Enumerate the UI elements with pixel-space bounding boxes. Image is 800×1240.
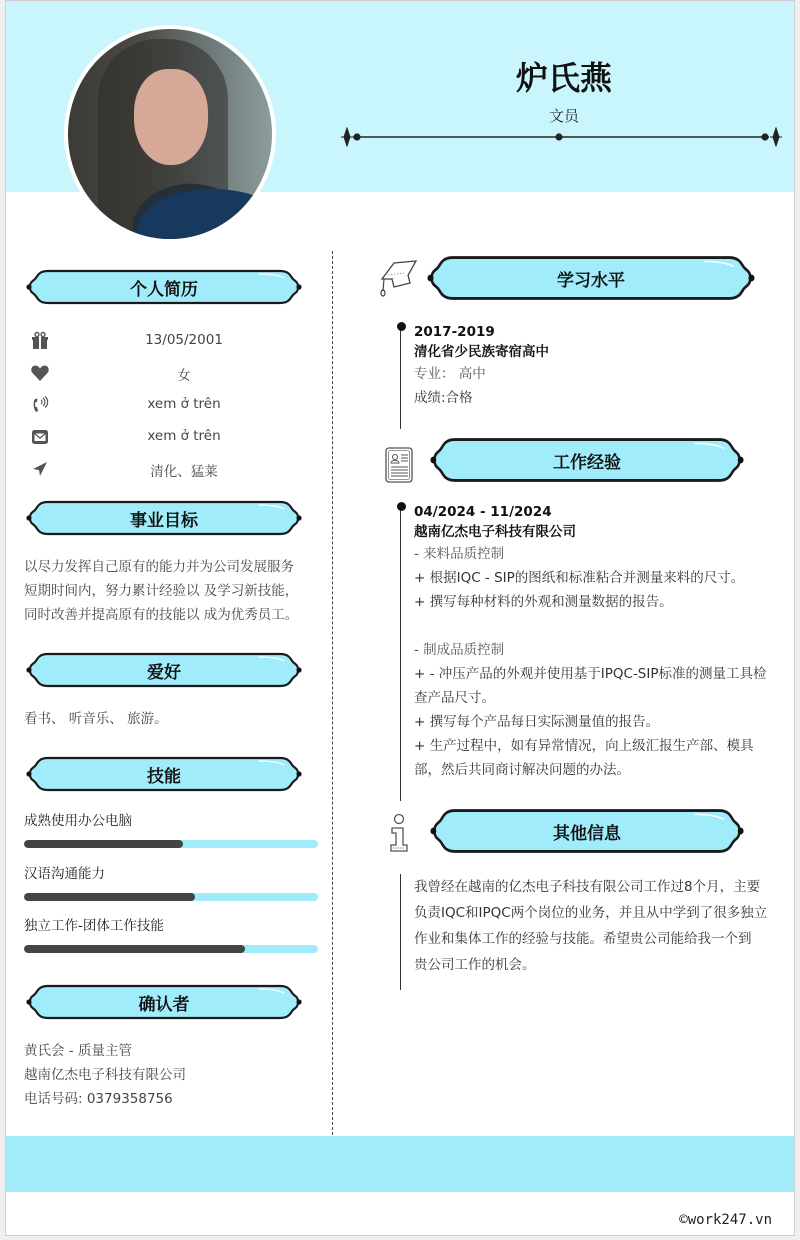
info-row-phone xyxy=(24,393,324,417)
section-banner-experience xyxy=(430,437,744,483)
heart-icon xyxy=(30,363,50,383)
location-arrow-icon xyxy=(30,459,50,479)
section-banner-education xyxy=(427,255,755,301)
phone-icon xyxy=(30,395,50,415)
reference-text: 黄氏会 - 质量主管 越南亿杰电子科技有限公司 电话号码: 0379358756 xyxy=(24,1043,186,1107)
info-row-address xyxy=(24,457,324,481)
section-title: 技能 xyxy=(147,766,181,787)
section-title: 学习水平 xyxy=(557,270,625,291)
graduation-cap-icon xyxy=(378,257,420,299)
section-title: 事业目标 xyxy=(130,510,198,531)
experience-period: 04/2024 - 11/2024 xyxy=(414,504,552,520)
resume-page xyxy=(5,0,795,1236)
section-title: 确认者 xyxy=(138,994,190,1015)
section-banner-other xyxy=(430,808,744,854)
hobbies-text: 看书、 听音乐、 旅游。 xyxy=(24,711,168,727)
section-title: 个人简历 xyxy=(130,279,198,300)
education-period: 2017-2019 xyxy=(414,324,495,340)
gender-value: 女 xyxy=(177,368,191,384)
copyright-text[interactable]: ©work247.vn xyxy=(679,1212,772,1228)
info-row-gender xyxy=(24,361,324,385)
timeline-dot xyxy=(397,322,406,331)
info-row-email xyxy=(24,425,324,449)
section-banner-reference xyxy=(26,984,302,1020)
skill-bar xyxy=(24,945,318,953)
ornament-divider xyxy=(339,127,784,147)
education-school: 清化省少民族寄宿高中 xyxy=(414,344,549,360)
profile-photo xyxy=(64,25,276,243)
skill-bar xyxy=(24,893,318,901)
resume-document-icon xyxy=(384,446,414,484)
education-timeline-line xyxy=(400,327,401,429)
gift-icon xyxy=(30,331,50,351)
skill-bar-fill xyxy=(24,840,183,848)
email-icon xyxy=(30,427,50,447)
skill-bar xyxy=(24,840,318,848)
skill-label: 成熟使用办公电脑 xyxy=(24,813,132,829)
section-title: 爱好 xyxy=(147,662,181,683)
candidate-name: 炉氏燕 xyxy=(515,59,612,97)
info-row-birthday xyxy=(24,329,324,353)
section-banner-skills xyxy=(26,756,302,792)
experience-entry: 04/2024 - 11/2024 越南亿杰电子科技有限公司 - 来料品质控制 + 根据IQC - SIP的图纸和标准粘合并测量来料的尺寸。 + 撰写每种材料的外观和测量数据的报告。 - 制成品质控制 + - 冲压产品的外观并使用基于IPQC-SIP标准的测量工具检 查产品尺寸。 + 撰写每个产品每日实际测量值的报告。 + 生产过程中，如有异常情况，向上级汇报生产部、模具 部，然后共同商讨解决问题的办法。 xyxy=(414,502,794,782)
education-result: 成绩:合格 xyxy=(414,390,473,406)
education-major: 专业： 高中 xyxy=(414,366,486,382)
timeline-dot xyxy=(397,502,406,511)
education-entry xyxy=(414,322,794,410)
skill-bar-fill xyxy=(24,945,245,953)
skill-label: 汉语沟通能力 xyxy=(24,866,105,882)
section-banner-hobbies xyxy=(26,652,302,688)
phone-value: xem ở trên xyxy=(147,396,221,412)
candidate-role: 文员 xyxy=(548,107,579,125)
other-info-line xyxy=(400,874,401,990)
section-title: 工作经验 xyxy=(553,452,621,473)
experience-timeline-line xyxy=(400,507,401,801)
skill-label: 独立工作-团体工作技能 xyxy=(24,918,164,934)
section-title: 其他信息 xyxy=(553,823,621,844)
footer-band xyxy=(6,1136,794,1192)
info-icon xyxy=(388,813,414,855)
section-banner-personal xyxy=(26,269,302,305)
column-separator xyxy=(332,251,333,1135)
section-banner-objective xyxy=(26,500,302,536)
other-info-text: 我曾经在越南的亿杰电子科技有限公司工作过8个月，主要 负责IQC和IPQC两个岗位的业务，并且从中学到了很多独立 作业和集体工作的经验与技能。希望贵公司能给我一个到 贵公司工作的机会。 xyxy=(414,879,768,973)
experience-company: 越南亿杰电子科技有限公司 xyxy=(414,524,576,540)
address-value: 清化、猛莱 xyxy=(150,464,218,480)
objective-text: 以尽力发挥自己原有的能力并为公司发展服务 短期时间内，努力累计经验以 及学习新技能， 同时改善并提高原有的技能以 成为优秀员工。 xyxy=(24,559,299,623)
birthday-value: 13/05/2001 xyxy=(145,332,223,348)
skill-bar-fill xyxy=(24,893,195,901)
email-value: xem ở trên xyxy=(147,428,221,444)
